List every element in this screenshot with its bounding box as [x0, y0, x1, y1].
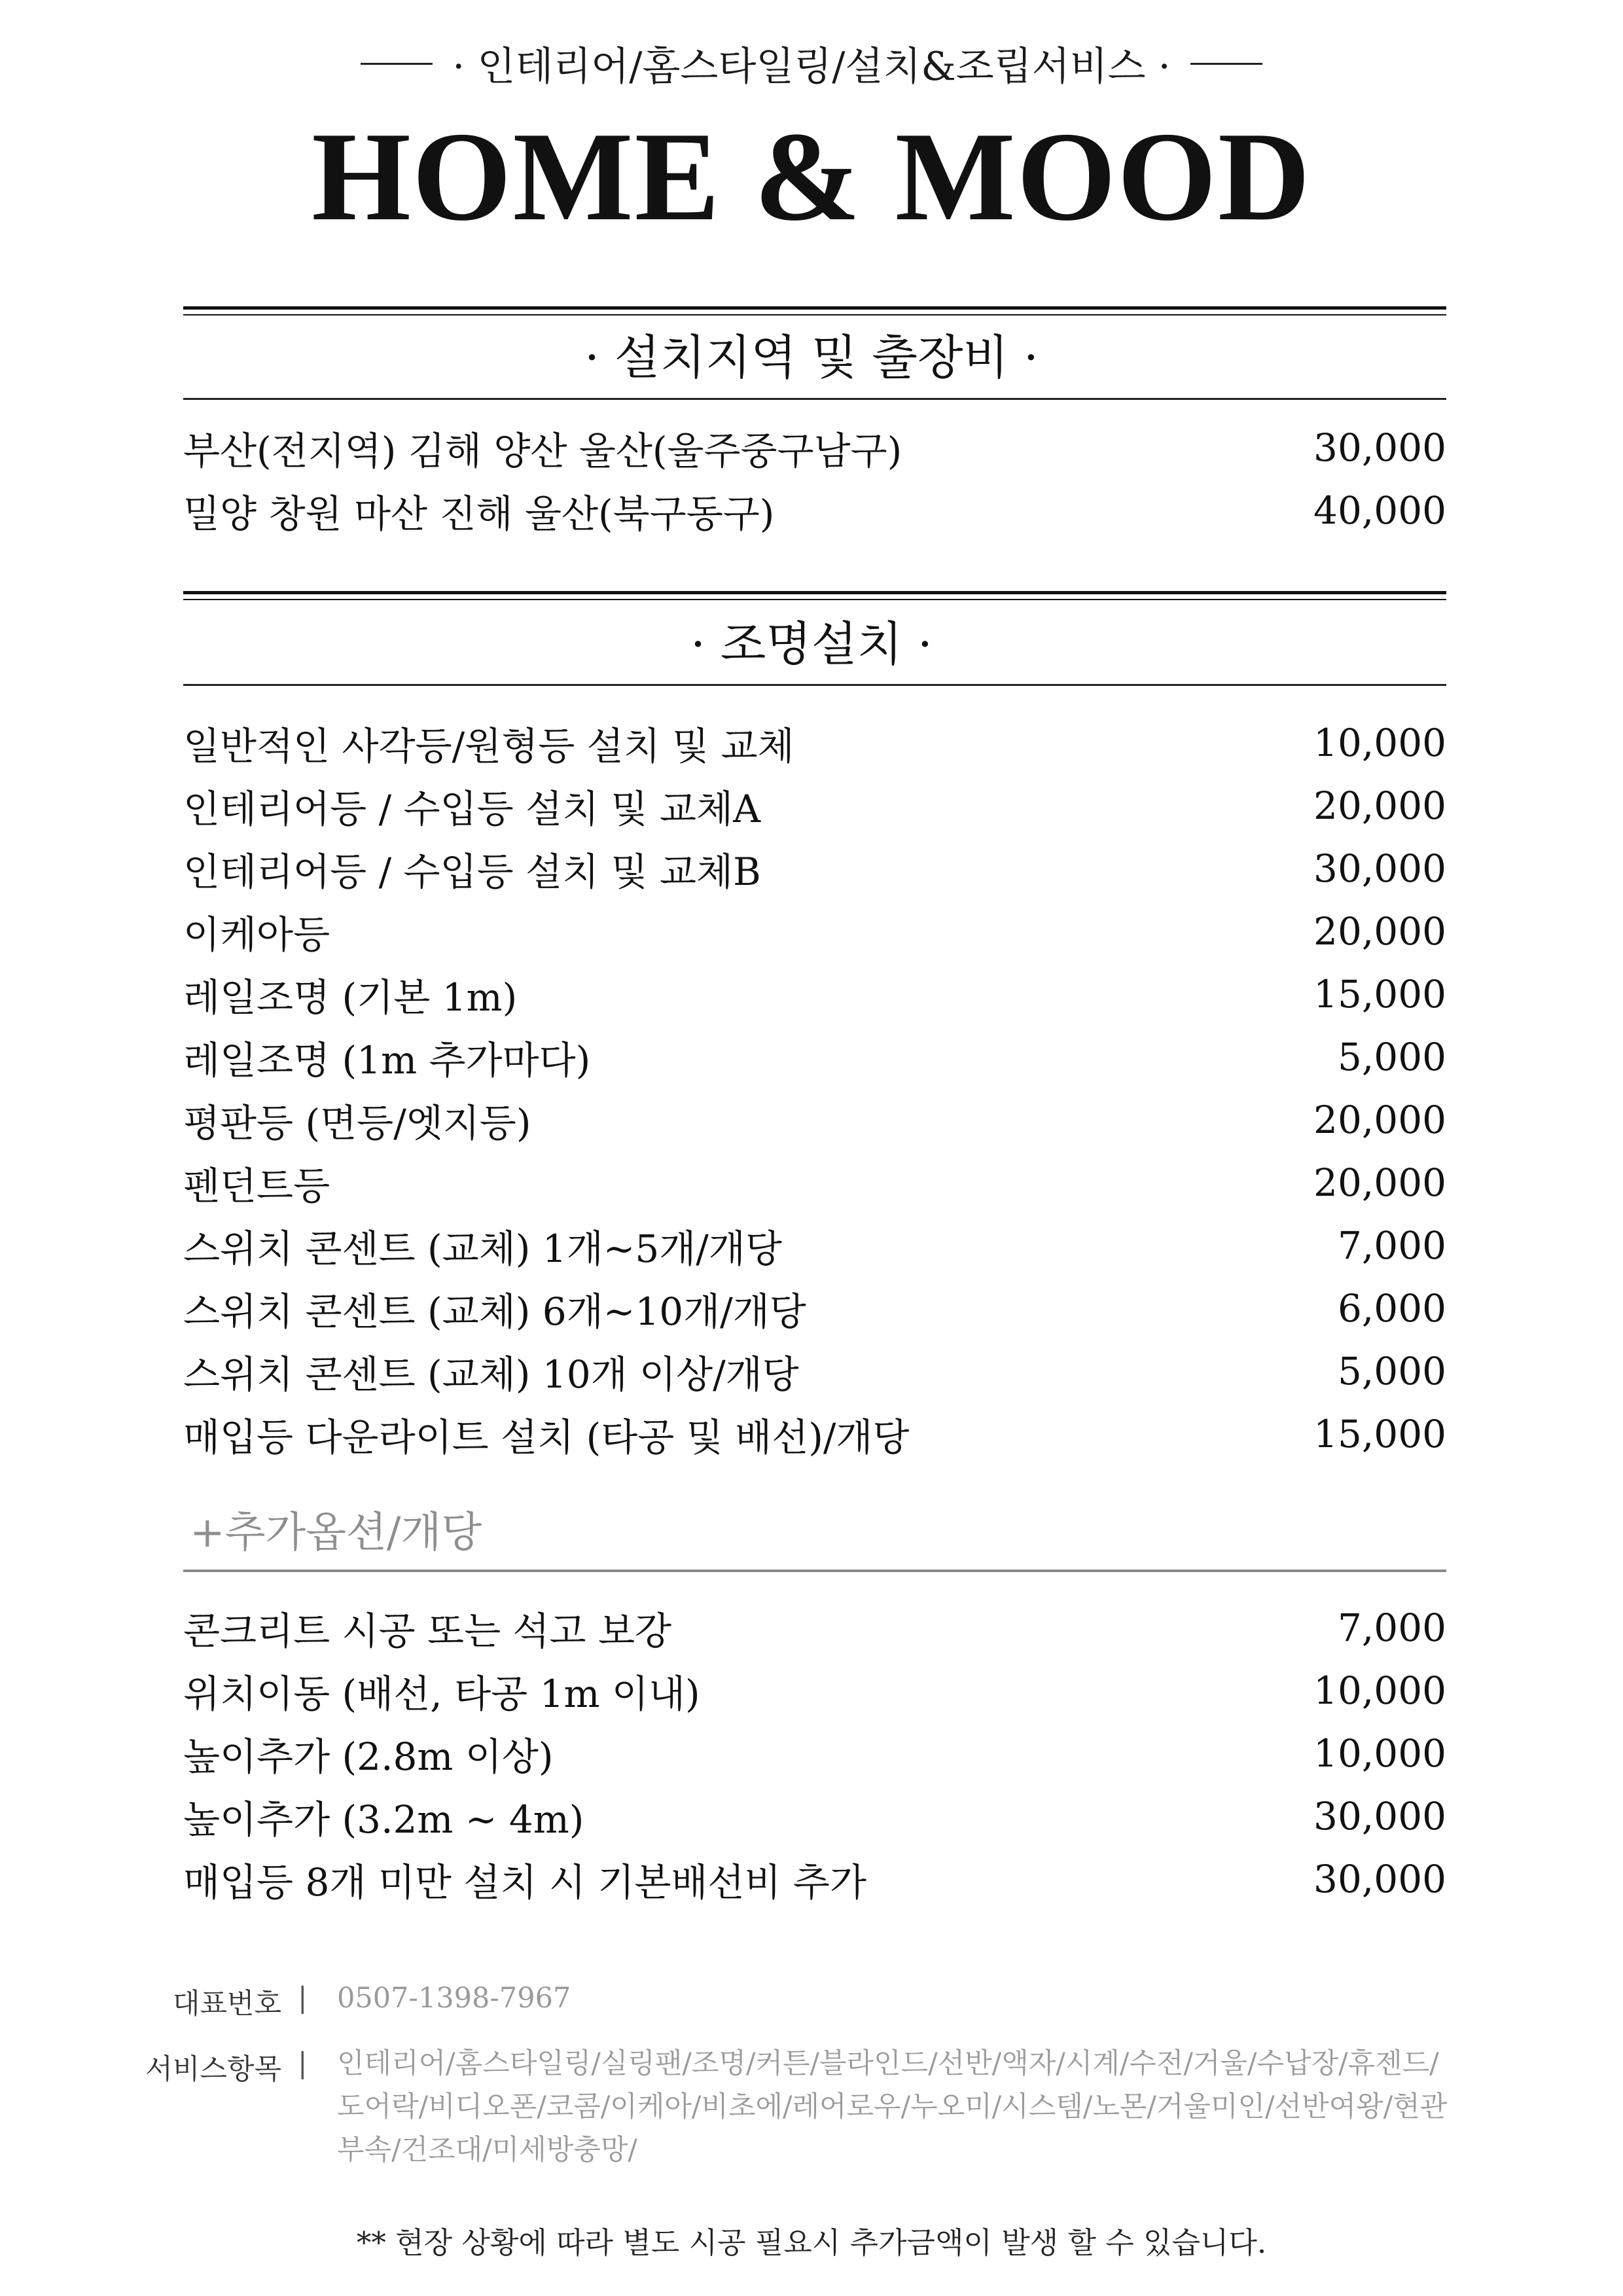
tagline-left-rule: [361, 63, 433, 65]
price-value: 40,000: [1313, 488, 1446, 533]
price-row: [183, 1027, 1446, 1087]
price-row: [183, 1723, 1446, 1784]
price-value: 30,000: [1313, 846, 1446, 891]
price-row: [183, 1598, 1446, 1658]
price-row: [183, 1786, 1446, 1846]
price-value: 20,000: [1313, 783, 1446, 828]
footer-services-line: 부속/건조대/미세방충망/: [337, 2134, 637, 2166]
price-value: 5,000: [1337, 1349, 1446, 1393]
footer-phone-separator: |: [298, 1982, 308, 2015]
price-value: 30,000: [1313, 1857, 1446, 1901]
price-label: 스위치 콘센트 (교체) 10개 이상/개당: [183, 1352, 799, 1397]
footer-phone-number: 0507-1398-7967: [337, 1982, 571, 2015]
price-label: 인테리어등 / 수입등 설치 및 교체B: [183, 850, 761, 894]
price-value: 7,000: [1337, 1605, 1446, 1650]
section-area-rule: [183, 398, 1446, 400]
price-label: 콘크리트 시공 또는 석고 보강: [183, 1609, 672, 1653]
price-label: 스위치 콘센트 (교체) 6개~10개/개당: [183, 1289, 806, 1334]
price-value: 20,000: [1313, 909, 1446, 954]
price-value: 20,000: [1313, 1098, 1446, 1142]
price-label: 높이추가 (2.8m 이상): [183, 1734, 554, 1779]
price-label: 위치이동 (배선, 타공 1m 이내): [183, 1672, 700, 1716]
price-row: [183, 1278, 1446, 1338]
price-value: 5,000: [1337, 1035, 1446, 1079]
price-row: [183, 964, 1446, 1024]
price-value: 30,000: [1313, 425, 1446, 470]
price-row: [183, 1341, 1446, 1401]
price-value: 6,000: [1337, 1286, 1446, 1331]
footer-phone-label: 대표번호: [172, 1988, 281, 2020]
price-label: 레일조명 (1m 추가마다): [183, 1038, 591, 1083]
price-label: 매입등 8개 미만 설치 시 기본배선비 추가: [183, 1860, 866, 1905]
price-row: [183, 838, 1446, 899]
price-row: [183, 1849, 1446, 1909]
section-options-rule: [183, 1570, 1446, 1572]
price-row: [183, 1153, 1446, 1213]
price-row: [183, 713, 1446, 773]
price-value: 15,000: [1313, 972, 1446, 1016]
price-row: [183, 480, 1446, 541]
section-area-title: · 설치지역 및 출장비 ·: [584, 330, 1039, 385]
brand-title: HOME & MOOD: [312, 106, 1311, 247]
price-value: 30,000: [1313, 1794, 1446, 1839]
price-label: 밀양 창원 마산 진해 울산(북구동구): [183, 492, 775, 536]
section-lighting-title: · 조명설치 ·: [690, 617, 933, 672]
section-lighting-double-rule: [183, 591, 1446, 600]
price-value: 10,000: [1313, 1668, 1446, 1713]
price-value: 15,000: [1313, 1412, 1446, 1456]
price-value: 7,000: [1337, 1223, 1446, 1268]
price-label: 일반적인 사각등/원형등 설치 및 교체: [183, 724, 794, 768]
header-tagline: [0, 34, 1623, 93]
price-label: 평판등 (면등/엣지등): [183, 1101, 531, 1145]
footer-note: ** 현장 상황에 따라 별도 시공 필요시 추가금액이 발생 할 수 있습니다.: [356, 2225, 1267, 2260]
price-label: 높이추가 (3.2m ~ 4m): [183, 1797, 584, 1842]
footer-services-label: 서비스항목: [145, 2053, 281, 2086]
price-row: [183, 1404, 1446, 1464]
price-row: [183, 776, 1446, 836]
price-label: 레일조명 (기본 1m): [183, 975, 518, 1020]
price-label: 인테리어등 / 수입등 설치 및 교체A: [183, 787, 760, 831]
price-label: 스위치 콘센트 (교체) 1개~5개/개당: [183, 1227, 782, 1271]
price-label: 이케아등: [183, 912, 330, 957]
tagline-right-rule: [1190, 63, 1262, 65]
section-area-double-rule: [183, 306, 1446, 315]
price-row: [183, 418, 1446, 478]
price-row: [183, 901, 1446, 961]
footer-services-separator: |: [298, 2047, 308, 2080]
price-row: [183, 1660, 1446, 1721]
footer-services-line: 인테리어/홈스타일링/실링팬/조명/커튼/블라인드/선반/액자/시계/수전/거울/수납장/휴젠드/: [337, 2047, 1439, 2080]
price-label: 부산(전지역) 김해 양산 울산(울주중구남구): [183, 429, 902, 473]
price-label: 매입등 다운라이트 설치 (타공 및 배선)/개당: [183, 1415, 910, 1460]
price-value: 20,000: [1313, 1160, 1446, 1205]
section-lighting-rule: [183, 684, 1446, 686]
price-value: 10,000: [1313, 1731, 1446, 1776]
tagline-text: · 인테리어/홈스타일링/설치&조립서비스 ·: [452, 44, 1171, 90]
section-options-title: +추가옵션/개당: [190, 1509, 482, 1557]
price-value: 10,000: [1313, 721, 1446, 765]
price-row: [183, 1215, 1446, 1276]
price-label: 펜던트등: [183, 1164, 330, 1208]
footer-services-line: 도어락/비디오폰/코콤/이케아/비초에/레어로우/누오미/시스템/노몬/거울미인/선반여왕/현관: [337, 2090, 1448, 2123]
price-row: [183, 1090, 1446, 1150]
